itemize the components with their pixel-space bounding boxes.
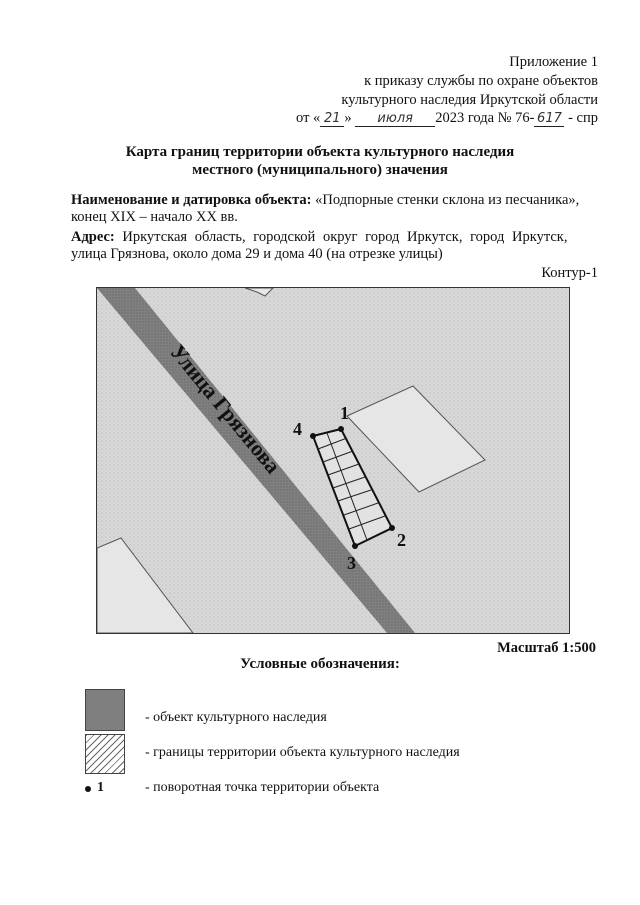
order-year: 2023 года № 76- bbox=[435, 110, 535, 126]
point-label-3: 3 bbox=[347, 553, 356, 573]
legend-title: Условные обозначения: bbox=[240, 656, 400, 672]
turning-point-1 bbox=[338, 426, 344, 432]
date-prefix: от « bbox=[296, 110, 321, 126]
object-name-value: «Подпорные стенки склона из песчаника», bbox=[315, 192, 580, 208]
address-label: Адрес: bbox=[71, 229, 115, 245]
legend-boundary-label: - границы территории объекта культурного наследия bbox=[145, 745, 460, 760]
legend-boundary-swatch bbox=[85, 734, 125, 774]
map bbox=[96, 287, 570, 634]
turning-point-3 bbox=[352, 543, 358, 549]
legend-point-label: - поворотная точка территории объекта bbox=[145, 780, 380, 795]
order-date-line bbox=[296, 109, 598, 127]
point-label-1: 1 bbox=[340, 403, 349, 423]
legend-point-number: 1 bbox=[97, 780, 104, 795]
appendix-label: Приложение 1 bbox=[509, 54, 598, 70]
map-canvas bbox=[97, 288, 569, 633]
point-label-2: 2 bbox=[397, 530, 406, 550]
page-subtitle: местного (муниципального) значения bbox=[192, 162, 448, 178]
scale-label: Масштаб 1:500 bbox=[497, 640, 596, 656]
object-address bbox=[71, 229, 597, 246]
order-number: 617 bbox=[534, 112, 564, 127]
order-reference: к приказу службы по охране объектов bbox=[364, 73, 598, 89]
page-title: Карта границ территории объекта культурного наследия bbox=[125, 144, 515, 160]
legend-heritage-swatch bbox=[85, 689, 125, 731]
date-mid: » bbox=[344, 110, 352, 126]
object-name-label: Наименование и датировка объекта: bbox=[71, 192, 312, 208]
order-month: июля bbox=[355, 112, 435, 127]
order-authority: культурного наследия Иркутской области bbox=[341, 92, 598, 108]
order-day: 21 bbox=[320, 112, 344, 127]
contour-label: Контур-1 bbox=[541, 265, 598, 281]
legend-heritage-label: - объект культурного наследия bbox=[145, 710, 327, 725]
turning-point-2 bbox=[389, 525, 395, 531]
street-label: Улица Грязнова bbox=[165, 339, 286, 479]
order-suffix: - спр bbox=[568, 110, 598, 126]
point-label-4: 4 bbox=[293, 419, 302, 439]
address-value: Иркутская область, городской округ город Иркутск, город Иркутск, bbox=[122, 229, 568, 245]
legend-point-symbol bbox=[85, 786, 91, 792]
object-address-cont: улица Грязнова, около дома 29 и дома 40 (на отрезке улицы) bbox=[71, 246, 443, 262]
turning-point-4 bbox=[310, 433, 316, 439]
object-dating: конец XIX – начало XX вв. bbox=[71, 209, 238, 225]
object-name bbox=[71, 192, 597, 209]
